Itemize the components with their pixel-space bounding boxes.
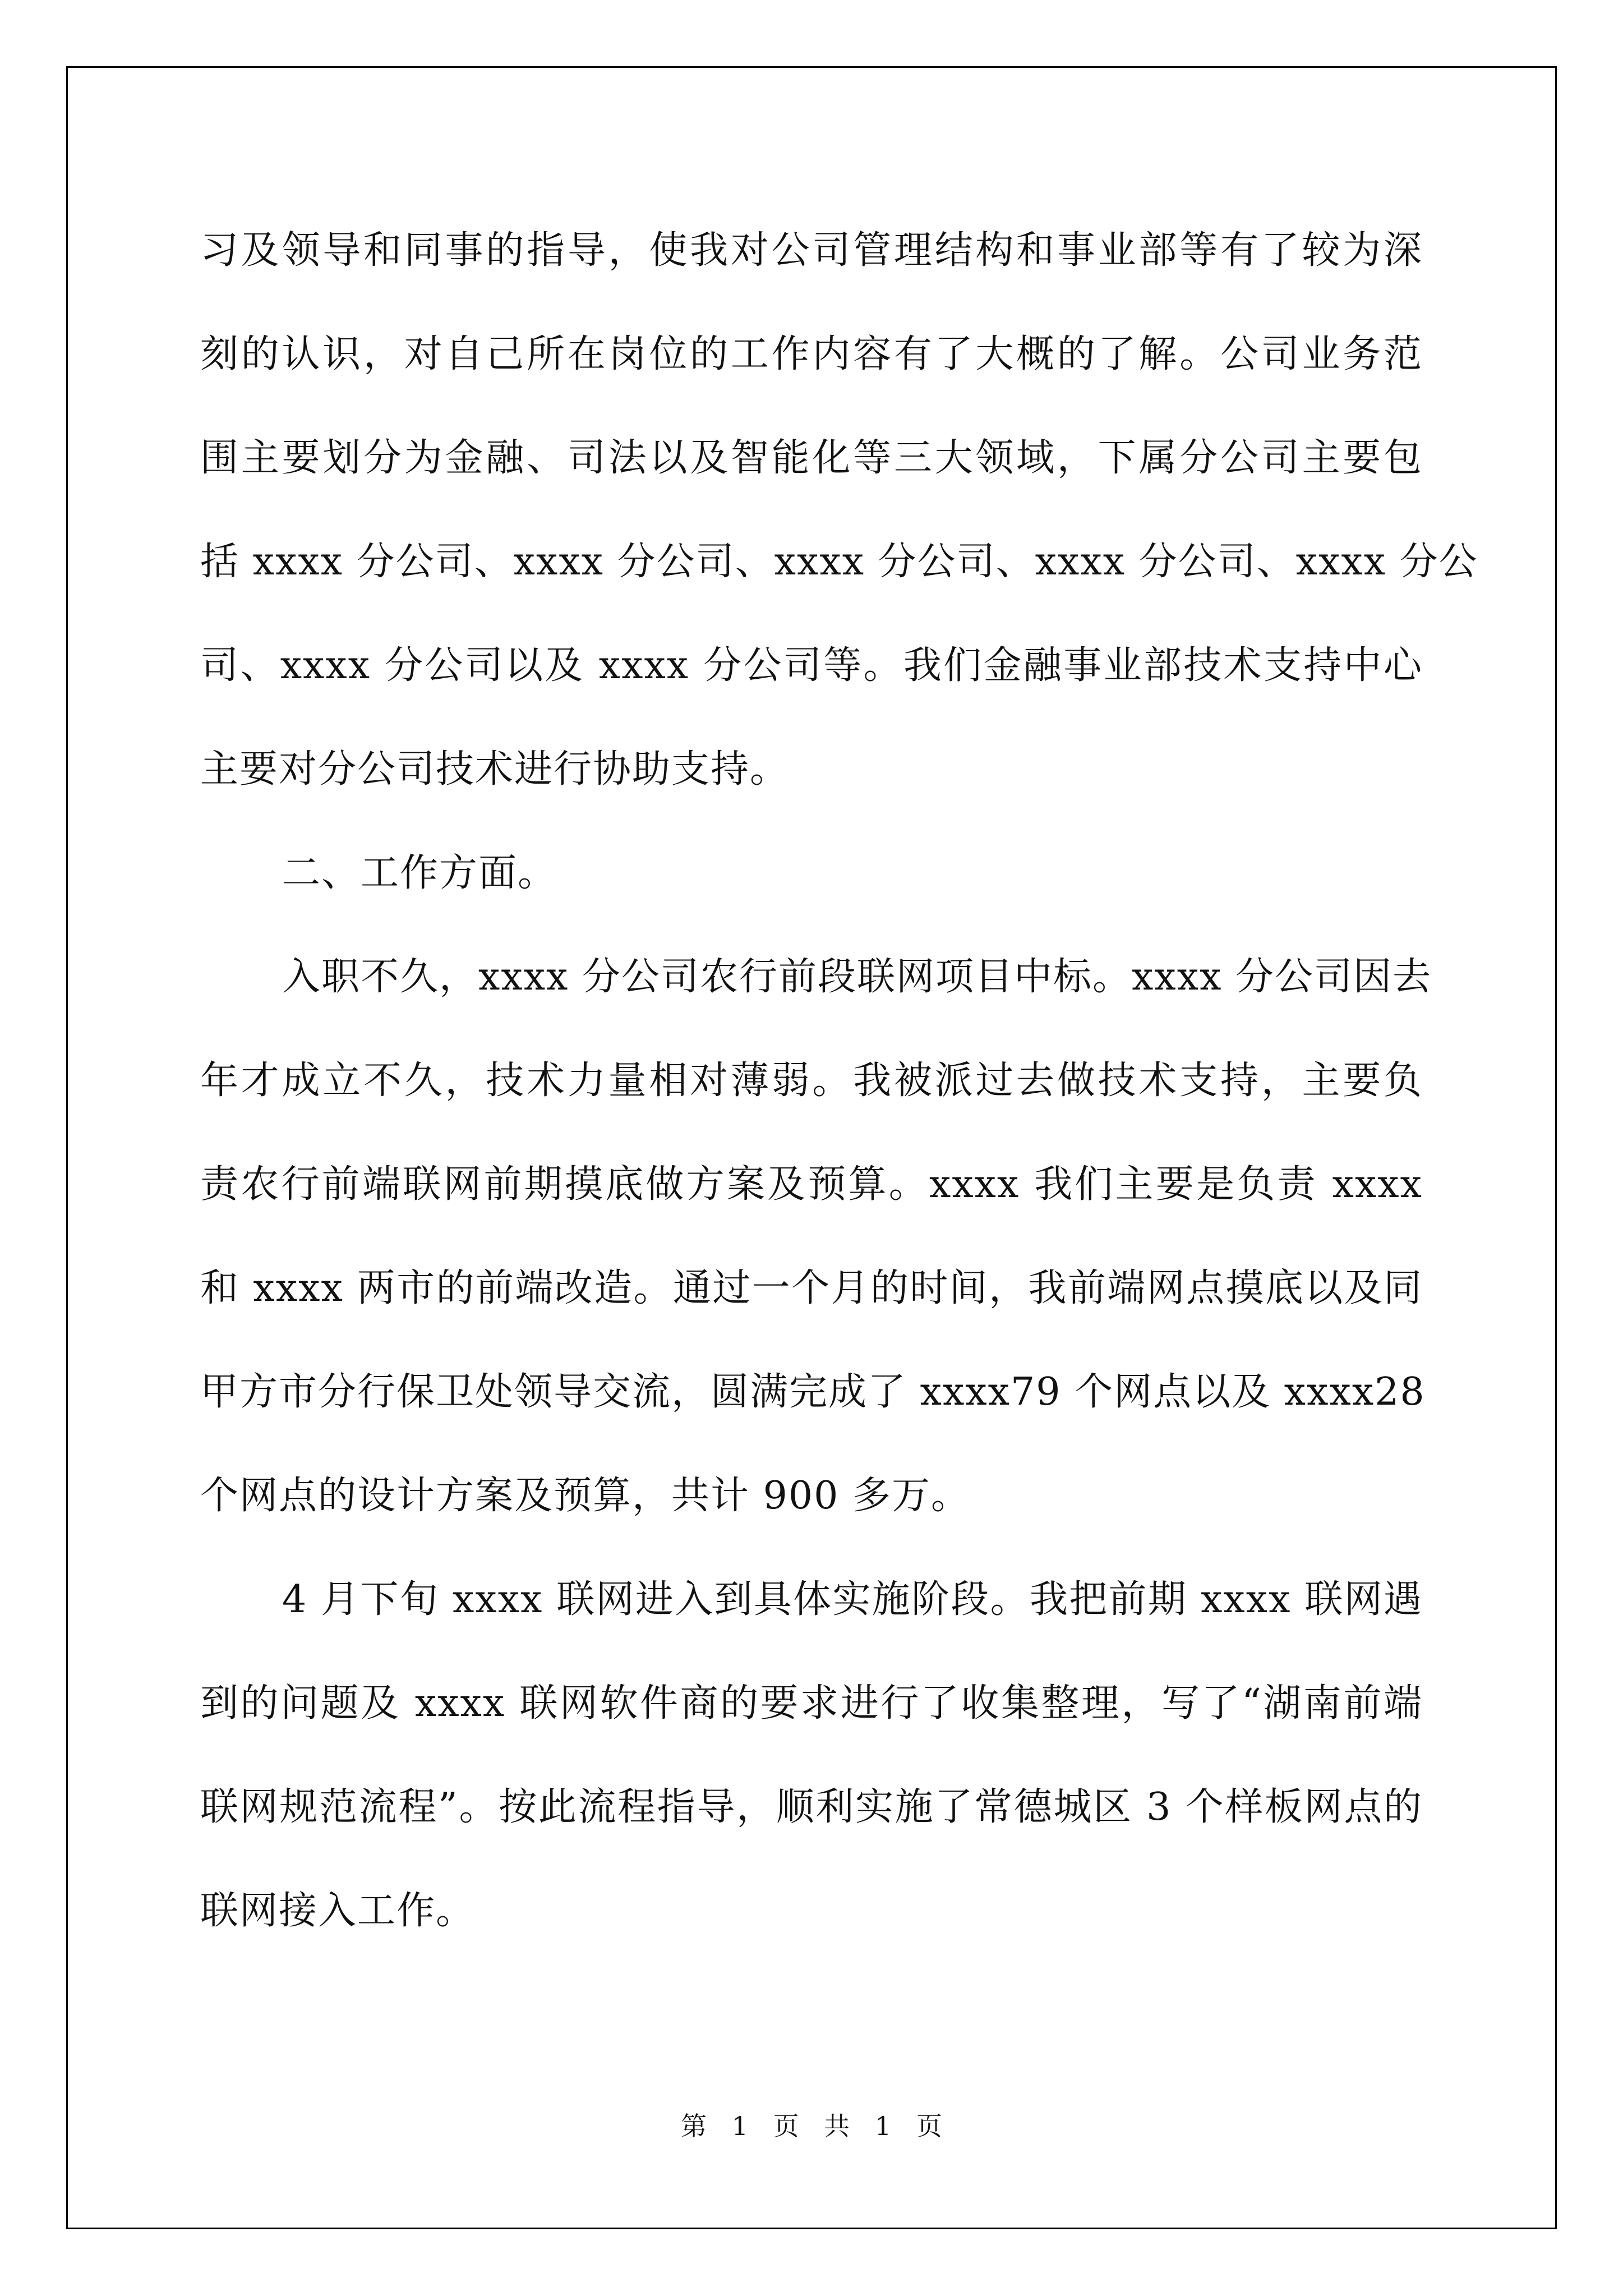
- paragraph-line: 主要对分公司技术进行协助支持。: [200, 747, 790, 792]
- paragraph-line: 习及领导和同事的指导，使我对公司管理结构和事业部等有了较为深: [200, 228, 1423, 273]
- paragraph-line: 司、xxxx 分公司以及 xxxx 分公司等。我们金融事业部技术支持中心: [200, 643, 1423, 688]
- paragraph-line: 刻的认识，对自己所在岗位的工作内容有了大概的了解。公司业务范: [200, 332, 1423, 376]
- section-heading: 二、工作方面。: [282, 851, 557, 895]
- paragraph-line: 4 月下旬 xxxx 联网进入到具体实施阶段。我把前期 xxxx 联网遇: [282, 1577, 1423, 1622]
- paragraph-line: 入职不久，xxxx 分公司农行前段联网项目中标。xxxx 分公司因去: [282, 955, 1432, 999]
- paragraph-line: 和 xxxx 两市的前端改造。通过一个月的时间，我前端网点摸底以及同: [200, 1266, 1423, 1310]
- paragraph-line: 个网点的设计方案及预算，共计 900 多万。: [200, 1474, 971, 1518]
- page-number-footer: 第 1 页 共 1 页: [681, 2111, 942, 2141]
- paragraph-line: 年才成立不久，技术力量相对薄弱。我被派过去做技术支持，主要负: [200, 1059, 1423, 1103]
- paragraph-line: 联网规范流程”。按此流程指导，顺利实施了常德城区 3 个样板网点的: [200, 1785, 1423, 1829]
- paragraph-line: 括 xxxx 分公司、xxxx 分公司、xxxx 分公司、xxxx 分公司、xxxx 分公: [200, 540, 1478, 584]
- paragraph-line: 甲方市分行保卫处领导交流，圆满完成了 xxxx79 个网点以及 xxxx28: [200, 1370, 1426, 1414]
- paragraph-line: 围主要划分为金融、司法以及智能化等三大领域，下属分公司主要包: [200, 436, 1423, 480]
- paragraph-line: 责农行前端联网前期摸底做方案及预算。xxxx 我们主要是负责 xxxx: [200, 1162, 1423, 1207]
- paragraph-line: 到的问题及 xxxx 联网软件商的要求进行了收集整理，写了“湖南前端: [200, 1681, 1423, 1726]
- paragraph-line: 联网接入工作。: [200, 1889, 476, 1933]
- document-body: [200, 199, 1478, 1963]
